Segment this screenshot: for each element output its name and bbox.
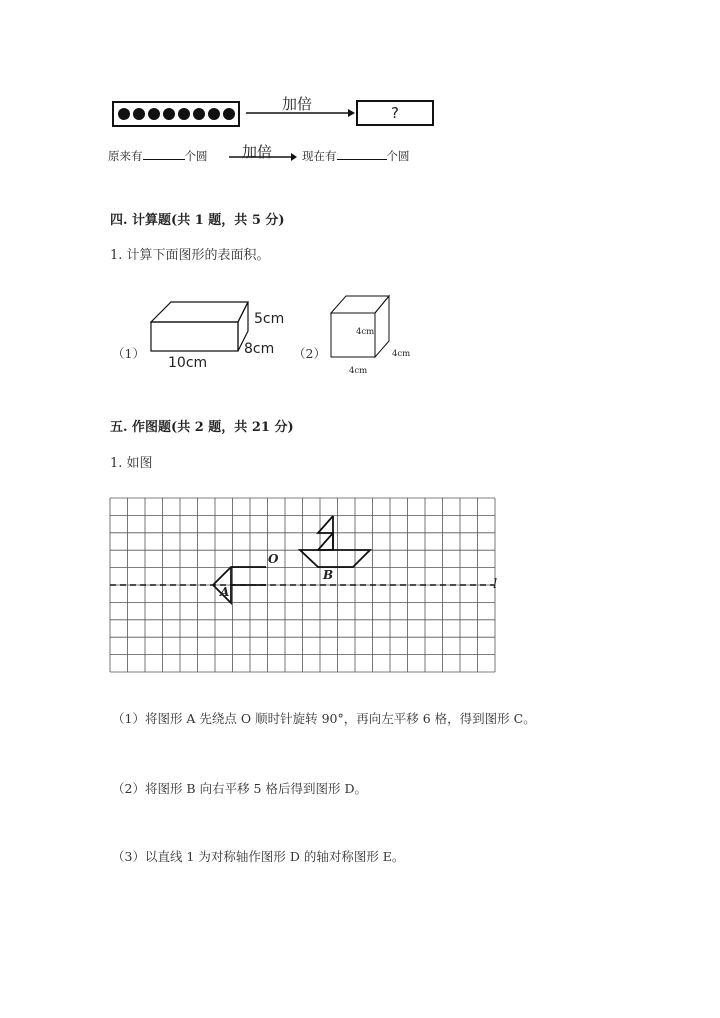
subquestion-1: （1）将图形 A 先绕点 O 顺时针旋转 90°，再向左平移 6 格，得到图形 C。 — [112, 711, 536, 726]
original-sentence — [108, 148, 208, 164]
section5-heading: 五. 作图题(共 2 题，共 21 分) — [110, 420, 294, 435]
cube-side-label: 4cm — [392, 349, 411, 359]
cuboid-length-label: 10cm — [168, 355, 208, 371]
circle-dot — [133, 108, 145, 120]
now-label: 现在有 — [302, 149, 337, 163]
original-label: 原来有 — [108, 149, 143, 163]
circle-dot — [223, 108, 235, 120]
section5-question: 1. 如图 — [110, 456, 153, 471]
original-dots-box — [112, 101, 240, 127]
figure-b-hull — [300, 550, 370, 567]
line-l-label: l — [493, 577, 498, 592]
now-unit: 个圆 — [386, 149, 410, 163]
section4-heading: 四. 计算题(共 1 题，共 5 分) — [110, 213, 285, 228]
circle-dot — [178, 108, 190, 120]
original-blank[interactable] — [143, 149, 185, 160]
now-sentence — [302, 148, 410, 164]
subquestion-2: （2）将图形 B 向右平移 5 格后得到图形 D。 — [112, 781, 367, 796]
circle-dot — [118, 108, 130, 120]
double-label-bottom: 加倍 — [242, 143, 273, 161]
now-blank[interactable] — [337, 149, 387, 160]
original-unit: 个圆 — [184, 149, 208, 163]
fig2-label: （2） — [293, 346, 326, 361]
circle-dot — [208, 108, 220, 120]
figure-b-label: B — [323, 568, 334, 582]
answer-box — [356, 100, 434, 126]
section4-question: 1. 计算下面图形的表面积。 — [110, 248, 270, 263]
question-mark: ? — [391, 104, 399, 122]
fig1-label: （1） — [112, 346, 145, 361]
grid-figure — [108, 496, 510, 676]
figure-a-label: A — [220, 585, 230, 599]
circle-dot — [193, 108, 205, 120]
cube-bottom-label: 4cm — [349, 366, 368, 376]
circle-dot — [163, 108, 175, 120]
circle-dot — [148, 108, 160, 120]
cuboid-height-label: 5cm — [254, 311, 285, 327]
subquestion-3: （3）以直线 1 为对称轴作图形 D 的轴对称图形 E。 — [112, 849, 405, 864]
point-o-label: O — [268, 552, 279, 566]
cuboid-width-label: 8cm — [244, 341, 275, 357]
cube-front-label: 4cm — [356, 327, 375, 337]
double-label-top: 加倍 — [282, 95, 313, 113]
